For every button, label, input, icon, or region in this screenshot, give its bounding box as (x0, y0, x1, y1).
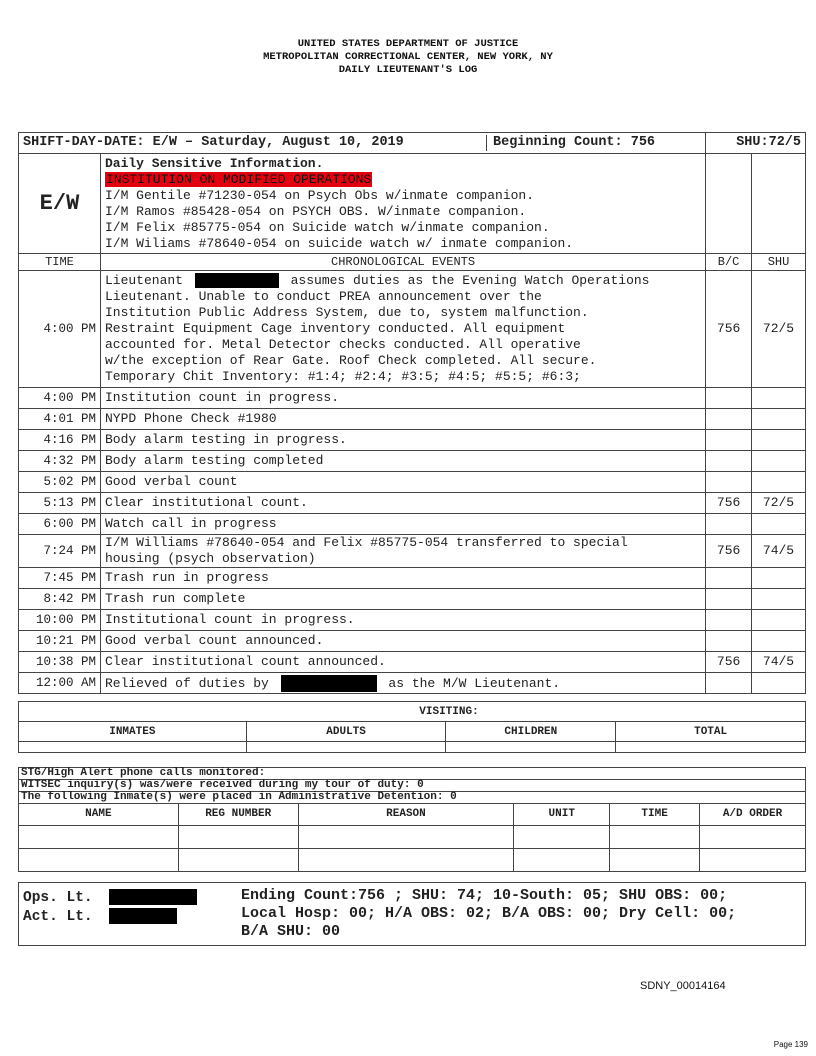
entry-text: Clear institutional count announced. (104, 654, 386, 669)
entry-shu (752, 589, 806, 610)
ending-count-block (241, 887, 801, 941)
entry-bc: 756 (706, 271, 752, 388)
inmates-header: INMATES (19, 722, 247, 742)
entry-shu (752, 388, 806, 409)
time-header: TIME (610, 804, 700, 826)
events-column-header: CHRONOLOGICAL EVENTS (100, 254, 705, 271)
entry-bc (706, 409, 752, 430)
entry-text: Watch call in progress (104, 516, 277, 531)
name-header: NAME (19, 804, 179, 826)
entry-text: I/M Williams #78640-054 and Felix #85775-054 transferred to special (104, 535, 628, 550)
log-entry (19, 610, 806, 631)
visiting-table (18, 701, 806, 753)
modified-ops-highlight: INSTITUTION ON MODIFIED OPERATIONS (105, 172, 372, 187)
sensitive-info-row (19, 154, 806, 254)
entry-time: 12:00 AM (19, 673, 101, 694)
unit-header: UNIT (514, 804, 610, 826)
log-entry (19, 568, 806, 589)
stg-calls-line: STG/High Alert phone calls monitored: (19, 768, 806, 780)
entry-bc: 756 (706, 652, 752, 673)
entry-text: housing (psych observation) (104, 551, 316, 566)
entry-line: accounted for. Metal Detector checks conducted. All operative (104, 337, 581, 352)
header-facility: METROPOLITAN CORRECTIONAL CENTER, NEW YORK, NY (263, 51, 553, 63)
entry-shu (752, 409, 806, 430)
header-agency: UNITED STATES DEPARTMENT OF JUSTICE (297, 38, 519, 50)
entry-text-post: assumes duties as the Evening Watch Operations (290, 273, 650, 288)
log-entry (19, 514, 806, 535)
reg-number-header: REG NUMBER (178, 804, 298, 826)
entry-shu: 74/5 (752, 535, 806, 568)
redaction-box (195, 273, 279, 288)
act-lt-label: Act. Lt. (23, 908, 93, 925)
shift-day-date: SHIFT-DAY-DATE: E/W – Saturday, August 10, 2019 (19, 135, 487, 151)
ba-shu-line: B/A SHU: 00 (241, 923, 341, 940)
entry-shu (752, 568, 806, 589)
entry-text: Body alarm testing in progress. (104, 432, 347, 447)
log-entry (19, 451, 806, 472)
entry-time: 7:24 PM (19, 535, 101, 568)
sensitive-line: I/M Gentile #71230-054 on Psych Obs w/inmate companion. (104, 188, 535, 203)
entry-time: 5:02 PM (19, 472, 101, 493)
entry-time: 5:13 PM (19, 493, 101, 514)
adults-header: ADULTS (246, 722, 446, 742)
entry-shu: 72/5 (752, 271, 806, 388)
entry-time: 4:16 PM (19, 430, 101, 451)
entry-text-pre: Relieved of duties by (104, 675, 269, 691)
admin-detention-table (18, 767, 806, 872)
entry-time: 10:38 PM (19, 652, 101, 673)
entry-bc (706, 631, 752, 652)
log-entry (19, 493, 806, 514)
entry-time: 10:21 PM (19, 631, 101, 652)
entry-time: 10:00 PM (19, 610, 101, 631)
document-header (0, 38, 816, 77)
entry-text: Good verbal count announced. (104, 633, 324, 648)
first-log-entry (19, 271, 806, 388)
page-number: Page 139 (773, 1040, 808, 1049)
entry-line: Lieutenant. Unable to conduct PREA announcement over the (104, 289, 542, 304)
ending-count-line: Ending Count:756 ; SHU: 74; 10-South: 05; SHU OBS: 00; (241, 887, 728, 904)
entry-bc (706, 568, 752, 589)
column-header-row (19, 254, 806, 271)
log-entry (19, 652, 806, 673)
log-entry (19, 589, 806, 610)
entry-shu (752, 451, 806, 472)
entry-bc (706, 388, 752, 409)
entry-time: 4:00 PM (19, 271, 101, 388)
entry-text-pre: Lieutenant (104, 273, 183, 288)
entry-time: 4:32 PM (19, 451, 101, 472)
entry-line: Institution Public Address System, due to, system malfunction. (104, 305, 589, 320)
log-entry (19, 409, 806, 430)
ad-order-header: A/D ORDER (700, 804, 806, 826)
entry-shu: 72/5 (752, 493, 806, 514)
time-column-header: TIME (19, 254, 101, 271)
header-log-title: DAILY LIEUTENANT'S LOG (338, 64, 478, 76)
relief-entry (19, 673, 806, 694)
footer-summary (18, 882, 806, 946)
entry-text: Institutional count in progress. (104, 612, 355, 627)
entry-shu (752, 514, 806, 535)
total-header: TOTAL (616, 722, 806, 742)
entry-text: Institution count in progress. (104, 390, 340, 405)
log-entry (19, 631, 806, 652)
sensitive-title: Daily Sensitive Information. (104, 156, 324, 171)
entry-line: w/the exception of Rear Gate. Roof Check completed. All secure. (104, 353, 597, 368)
entry-line: Restraint Equipment Cage inventory conducted. All equipment (104, 321, 566, 336)
entry-text-post: as the M/W Lieutenant. (388, 675, 561, 691)
entry-time: 6:00 PM (19, 514, 101, 535)
entry-bc (706, 451, 752, 472)
entry-time: 8:42 PM (19, 589, 101, 610)
entry-text: Good verbal count (104, 474, 238, 489)
shift-row (19, 133, 806, 154)
chronological-log-table (18, 132, 806, 694)
entry-shu (752, 472, 806, 493)
witsec-line: WITSEC inquiry(s) was/were received during my tour of duty: 0 (19, 780, 806, 792)
redaction-box (109, 889, 197, 905)
entry-shu (752, 610, 806, 631)
entry-bc (706, 514, 752, 535)
entry-bc (706, 472, 752, 493)
entry-text: Trash run complete (104, 591, 246, 606)
entry-bc (706, 610, 752, 631)
entry-time: 4:00 PM (19, 388, 101, 409)
entry-text: Trash run in progress (104, 570, 269, 585)
entry-bc (706, 430, 752, 451)
admin-detention-line: The following Inmate(s) were placed in Administrative Detention: 0 (19, 792, 806, 804)
entry-bc: 756 (706, 535, 752, 568)
bc-column-header: B/C (706, 254, 752, 271)
entry-line: Temporary Chit Inventory: #1:4; #2:4; #3:5; #4:5; #5:5; #6:3; (104, 369, 581, 384)
shu-column-header: SHU (752, 254, 806, 271)
visiting-title: VISITING: (19, 702, 806, 722)
entry-time: 4:01 PM (19, 409, 101, 430)
entry-shu: 74/5 (752, 652, 806, 673)
sensitive-line: I/M Felix #85775-054 on Suicide watch w/inmate companion. (104, 220, 550, 235)
shift-code: E/W (19, 154, 101, 254)
beginning-count: Beginning Count: 756 (493, 135, 656, 150)
bates-number: SDNY_00014164 (640, 980, 726, 992)
entry-bc: 756 (706, 493, 752, 514)
sensitive-line: I/M Ramos #85428-054 on PSYCH OBS. W/inmate companion. (104, 204, 527, 219)
log-entry (19, 388, 806, 409)
entry-bc (706, 589, 752, 610)
ops-lt-label: Ops. Lt. (23, 889, 93, 906)
entry-time: 7:45 PM (19, 568, 101, 589)
redaction-box (281, 675, 377, 692)
reason-header: REASON (298, 804, 514, 826)
hospital-line: Local Hosp: 00; H/A OBS: 02; B/A OBS: 00; Dry Cell: 00; (241, 905, 737, 922)
entry-text: Body alarm testing completed (104, 453, 324, 468)
entry-shu (752, 631, 806, 652)
sensitive-line: I/M Wiliams #78640-054 on suicide watch w/ inmate companion. (104, 236, 574, 251)
entry-text: NYPD Phone Check #1980 (104, 411, 277, 426)
redaction-box (109, 908, 177, 924)
entry-text: Clear institutional count. (104, 495, 308, 510)
log-entry (19, 430, 806, 451)
shu-count: SHU:72/5 (706, 133, 806, 154)
children-header: CHILDREN (446, 722, 616, 742)
log-entry (19, 472, 806, 493)
entry-shu (752, 430, 806, 451)
log-entry (19, 535, 806, 568)
